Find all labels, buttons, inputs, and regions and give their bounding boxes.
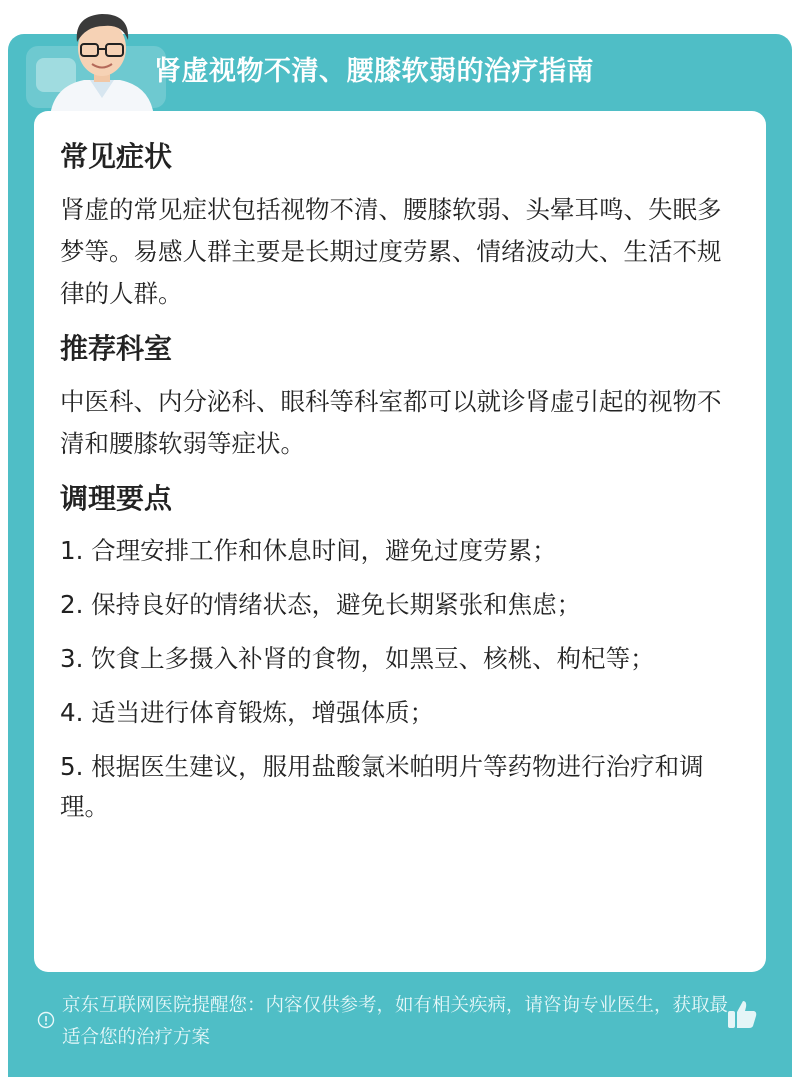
- info-icon: [37, 1011, 55, 1029]
- list-item: 1. 合理安排工作和休息时间，避免过度劳累；: [60, 536, 557, 565]
- list-item: 2. 保持良好的情绪状态，避免长期紧张和焦虑；: [60, 590, 582, 619]
- content-card: [34, 111, 766, 972]
- section-heading-departments: 推荐科室: [60, 332, 173, 365]
- section-body-departments: 中医科、内分泌科、眼科等科室都可以就诊肾虚引起的视物不清和腰膝软弱等症状。: [60, 387, 722, 458]
- card-content: [60, 135, 730, 841]
- footer-disclaimer: 京东互联网医院提醒您：内容仅供参考，如有相关疾病，请咨询专业医生，获取最适合您的治疗方案: [62, 995, 729, 1048]
- thumbs-up-icon[interactable]: [724, 996, 760, 1032]
- list-item: 3. 饮食上多摄入补肾的食物，如黑豆、核桃、枸杞等；: [60, 644, 655, 673]
- section-heading-symptoms: 常见症状: [60, 140, 173, 173]
- section-body-symptoms: 肾虚的常见症状包括视物不清、腰膝软弱、头晕耳鸣、失眠多梦等。易感人群主要是长期过度劳累、情绪波动大、生活不规律的人群。: [60, 195, 722, 308]
- section-heading-care: 调理要点: [60, 482, 173, 515]
- page-title: 肾虚视物不清、腰膝软弱的治疗指南: [154, 56, 594, 87]
- list-item: 5. 根据医生建议，服用盐酸氯米帕明片等药物进行治疗和调理。: [60, 752, 704, 821]
- list-item: 4. 适当进行体育锻炼，增强体质；: [60, 698, 435, 727]
- doctor-avatar: [44, 6, 160, 116]
